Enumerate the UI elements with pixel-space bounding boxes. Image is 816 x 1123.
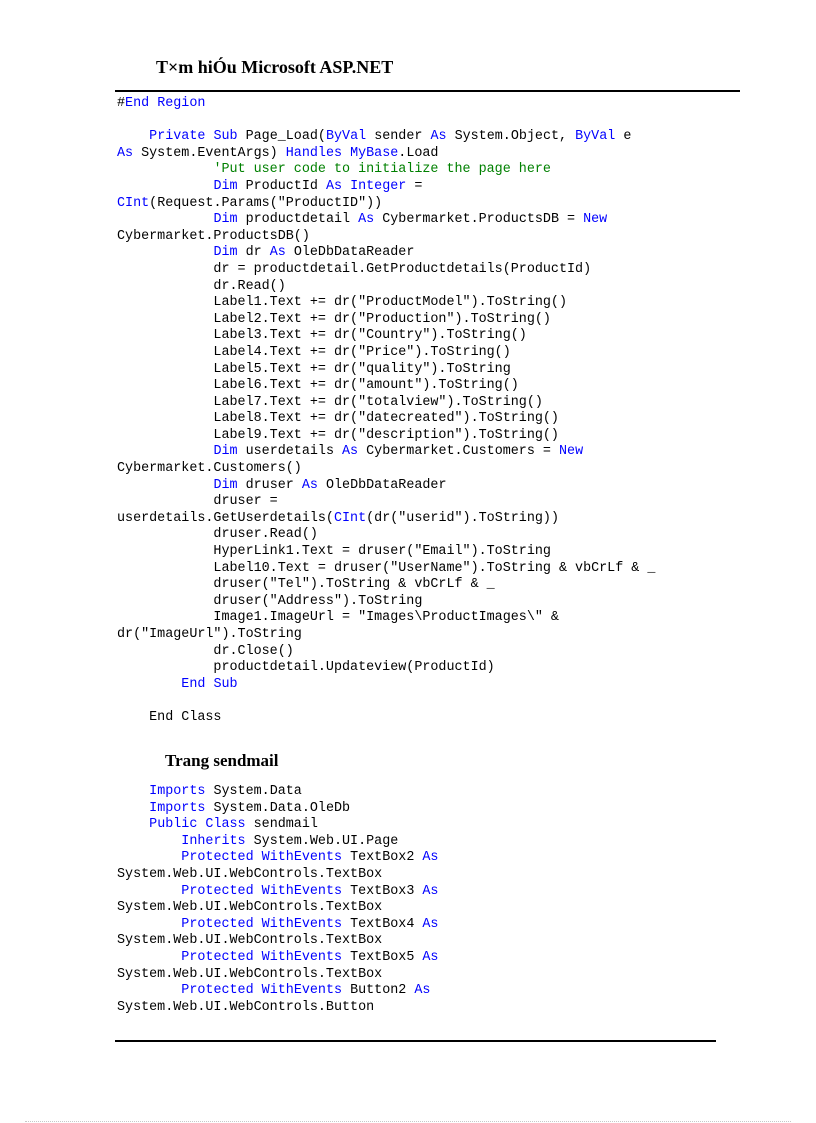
code-line (117, 378, 757, 395)
code-line (117, 295, 757, 312)
code-line (117, 544, 757, 561)
code-text: System.Web.UI.WebControls.TextBox (117, 866, 383, 882)
code-text (117, 850, 181, 865)
code-text: System.Web.UI.WebControls.TextBox (117, 966, 383, 982)
code-text: druser.Read() (117, 527, 318, 543)
code-line (117, 983, 757, 1000)
code-line (117, 229, 757, 246)
code-comment: 'Put user code to initialize the page here (213, 162, 551, 178)
code-line (117, 113, 757, 130)
code-line (117, 312, 757, 329)
code-text (117, 817, 149, 832)
code-line (117, 362, 757, 379)
code-keyword: As (342, 444, 359, 460)
code-line (117, 867, 757, 884)
code-text (117, 834, 181, 849)
header-rule (115, 90, 740, 92)
code-keyword: CInt (333, 510, 367, 526)
code-line (117, 917, 757, 934)
code-text (254, 917, 262, 932)
code-line (117, 693, 757, 710)
code-text: System.Object, (446, 129, 576, 145)
section-heading: Trang sendmail (165, 751, 279, 770)
code-text: System.Data (205, 784, 302, 799)
code-keyword: As (301, 477, 318, 493)
code-keyword: As (430, 129, 447, 145)
code-keyword: As (358, 212, 375, 228)
code-keyword: ByVal (325, 129, 367, 145)
code-keyword: End Sub (181, 676, 238, 692)
code-text: Label10.Text = druser("UserName").ToString & vbCrLf & _ (117, 560, 656, 576)
code-text: System.Web.UI.WebControls.Button (117, 999, 375, 1015)
code-text: Label9.Text += dr("description").ToString() (117, 427, 559, 443)
code-keyword: Imports (149, 784, 206, 799)
code-line (117, 146, 757, 163)
code-keyword: Dim (213, 178, 238, 194)
code-text (117, 129, 149, 144)
code-line (117, 561, 757, 578)
code-text: Label7.Text += dr("totalview").ToString() (117, 394, 543, 410)
code-line (117, 196, 757, 213)
code-text: dr = productdetail.GetProductdetails(ProductId) (117, 261, 592, 277)
code-text (117, 677, 181, 692)
code-keyword: Integer (350, 178, 407, 194)
code-text: Cybermarket.ProductsDB() (117, 228, 310, 244)
code-text: sender (366, 129, 431, 145)
code-keyword: Public Class (149, 817, 246, 833)
code-text: .Load (398, 145, 439, 161)
code-text (117, 179, 213, 194)
code-text: Label6.Text += dr("amount").ToString() (117, 378, 519, 394)
code-text: OleDbDataReader (317, 477, 447, 493)
code-text (254, 950, 262, 965)
code-text: System.Data.OleDb (205, 800, 351, 816)
code-keyword: End Region (125, 96, 206, 111)
code-text: userdetails.GetUserdetails( (117, 510, 334, 526)
code-keyword: New (583, 212, 608, 228)
code-keyword: Dim (213, 444, 238, 460)
code-line (117, 677, 757, 694)
code-keyword: As (422, 949, 439, 965)
code-keyword: As (269, 245, 286, 261)
code-text (254, 884, 262, 899)
code-text (254, 983, 262, 998)
code-keyword: As (325, 178, 343, 194)
code-keyword: Inherits (181, 833, 246, 849)
code-line (117, 527, 757, 544)
code-text: dr (237, 245, 270, 261)
code-line (117, 444, 757, 461)
code-line (117, 784, 757, 801)
code-line (117, 1000, 757, 1017)
code-line (117, 511, 757, 528)
footer-rule (115, 1040, 716, 1042)
code-line (117, 967, 757, 984)
code-text: Label2.Text += dr("Production").ToString() (117, 311, 551, 327)
code-text: Cybermarket.Customers() (117, 461, 302, 477)
code-text: HyperLink1.Text = druser("Email").ToString (117, 544, 551, 560)
code-keyword: Handles (285, 145, 343, 161)
code-line (117, 850, 757, 867)
code-text (117, 212, 213, 227)
code-keyword: WithEvents (261, 949, 343, 965)
code-line (117, 900, 757, 917)
code-block-page-load (117, 96, 757, 727)
code-keyword: Private Sub (149, 129, 238, 145)
code-line (117, 660, 757, 677)
code-line (117, 345, 757, 362)
code-text: productdetail (237, 212, 359, 228)
code-text (117, 884, 181, 899)
code-line (117, 129, 757, 146)
code-block-sendmail (117, 784, 757, 1016)
code-text: Page_Load( (237, 129, 326, 145)
code-text: # (117, 96, 126, 111)
code-line (117, 594, 757, 611)
code-text: End Class (117, 709, 222, 725)
code-line (117, 96, 757, 113)
code-keyword: Protected (181, 916, 254, 932)
code-text (117, 478, 213, 493)
code-text: dr.Close() (117, 643, 294, 659)
code-keyword: As (422, 916, 439, 932)
code-keyword: As (422, 883, 439, 899)
code-line (117, 279, 757, 296)
code-text: = (406, 178, 423, 194)
code-text: dr("ImageUrl").ToString (117, 627, 302, 642)
code-text (342, 146, 350, 161)
code-line (117, 395, 757, 412)
code-line (117, 212, 757, 229)
code-text: Cybermarket.Customers = (358, 444, 559, 460)
code-line (117, 933, 757, 950)
code-keyword: As (414, 983, 431, 999)
code-line (117, 262, 757, 279)
code-line (117, 461, 757, 478)
code-keyword: Protected (181, 850, 254, 866)
code-text: (dr("userid").ToString)) (366, 510, 559, 526)
code-line (117, 644, 757, 661)
code-text: System.Web.UI.WebControls.TextBox (117, 900, 383, 916)
code-keyword: Imports (149, 800, 206, 816)
code-text: System.Web.UI.Page (245, 833, 399, 849)
code-keyword: Dim (213, 477, 238, 493)
code-text: druser (237, 477, 302, 493)
code-line (117, 179, 757, 196)
code-keyword: As (117, 145, 134, 161)
code-line (117, 428, 757, 445)
code-keyword: WithEvents (261, 983, 343, 999)
code-keyword: As (422, 850, 439, 866)
code-text (117, 983, 181, 998)
code-keyword: ByVal (575, 129, 616, 145)
code-text: e (615, 129, 632, 145)
code-text: Label4.Text += dr("Price").ToString() (117, 344, 511, 360)
code-keyword: Protected (181, 883, 254, 899)
code-text (117, 444, 213, 459)
code-line (117, 627, 757, 644)
code-text: dr.Read() (117, 278, 286, 294)
code-text: Label3.Text += dr("Country").ToString() (117, 328, 527, 344)
code-text: System.Web.UI.WebControls.TextBox (117, 933, 383, 949)
code-text: System.EventArgs) (133, 145, 286, 161)
code-text (117, 245, 213, 260)
code-text (117, 801, 149, 816)
code-text: druser = (117, 494, 278, 510)
code-keyword: WithEvents (261, 883, 343, 899)
code-keyword: WithEvents (261, 916, 343, 932)
code-text: sendmail (245, 817, 318, 833)
code-line (117, 710, 757, 727)
code-text: TextBox5 (342, 949, 423, 965)
code-keyword: Protected (181, 983, 254, 999)
code-line (117, 245, 757, 262)
running-header-title: T×m hiÓu Microsoft ASP.NET (156, 57, 394, 77)
code-text: userdetails (237, 444, 343, 460)
code-text: Image1.ImageUrl = "Images\ProductImages\" & (117, 610, 559, 626)
code-keyword: MyBase (350, 145, 399, 161)
code-text: TextBox3 (342, 883, 423, 899)
code-text (117, 162, 213, 177)
page-edge-dotted-line (25, 1121, 791, 1122)
code-line (117, 577, 757, 594)
code-keyword: New (559, 444, 584, 460)
code-line (117, 950, 757, 967)
code-line (117, 328, 757, 345)
code-line (117, 610, 757, 627)
code-text: Label8.Text += dr("datecreated").ToString() (117, 411, 559, 427)
code-keyword: Dim (213, 245, 238, 261)
code-line (117, 494, 757, 511)
code-text (117, 784, 149, 799)
code-keyword: CInt (117, 195, 150, 211)
code-text: Cybermarket.ProductsDB = (374, 212, 584, 228)
code-text: TextBox4 (342, 916, 423, 932)
code-text: OleDbDataReader (285, 245, 415, 261)
code-line (117, 884, 757, 901)
code-text (117, 950, 181, 965)
code-keyword: WithEvents (261, 850, 343, 866)
code-line (117, 411, 757, 428)
code-text: TextBox2 (342, 850, 423, 866)
code-text: Label5.Text += dr("quality").ToString (117, 361, 511, 377)
code-keyword: Dim (213, 212, 238, 228)
code-line (117, 817, 757, 834)
code-line (117, 801, 757, 818)
code-text: Label1.Text += dr("ProductModel").ToString() (117, 295, 567, 311)
code-text: druser("Address").ToString (117, 593, 423, 609)
code-text (254, 850, 262, 865)
code-text: productdetail.Updateview(ProductId) (117, 660, 495, 676)
code-line (117, 478, 757, 495)
code-text: (Request.Params("ProductID")) (149, 195, 383, 211)
code-text: druser("Tel").ToString & vbCrLf & _ (117, 577, 495, 593)
code-text (342, 179, 350, 194)
code-line (117, 834, 757, 851)
code-keyword: Protected (181, 949, 254, 965)
code-line (117, 162, 757, 179)
code-text: ProductId (237, 178, 326, 194)
code-text: Button2 (342, 983, 415, 999)
code-text (117, 917, 181, 932)
